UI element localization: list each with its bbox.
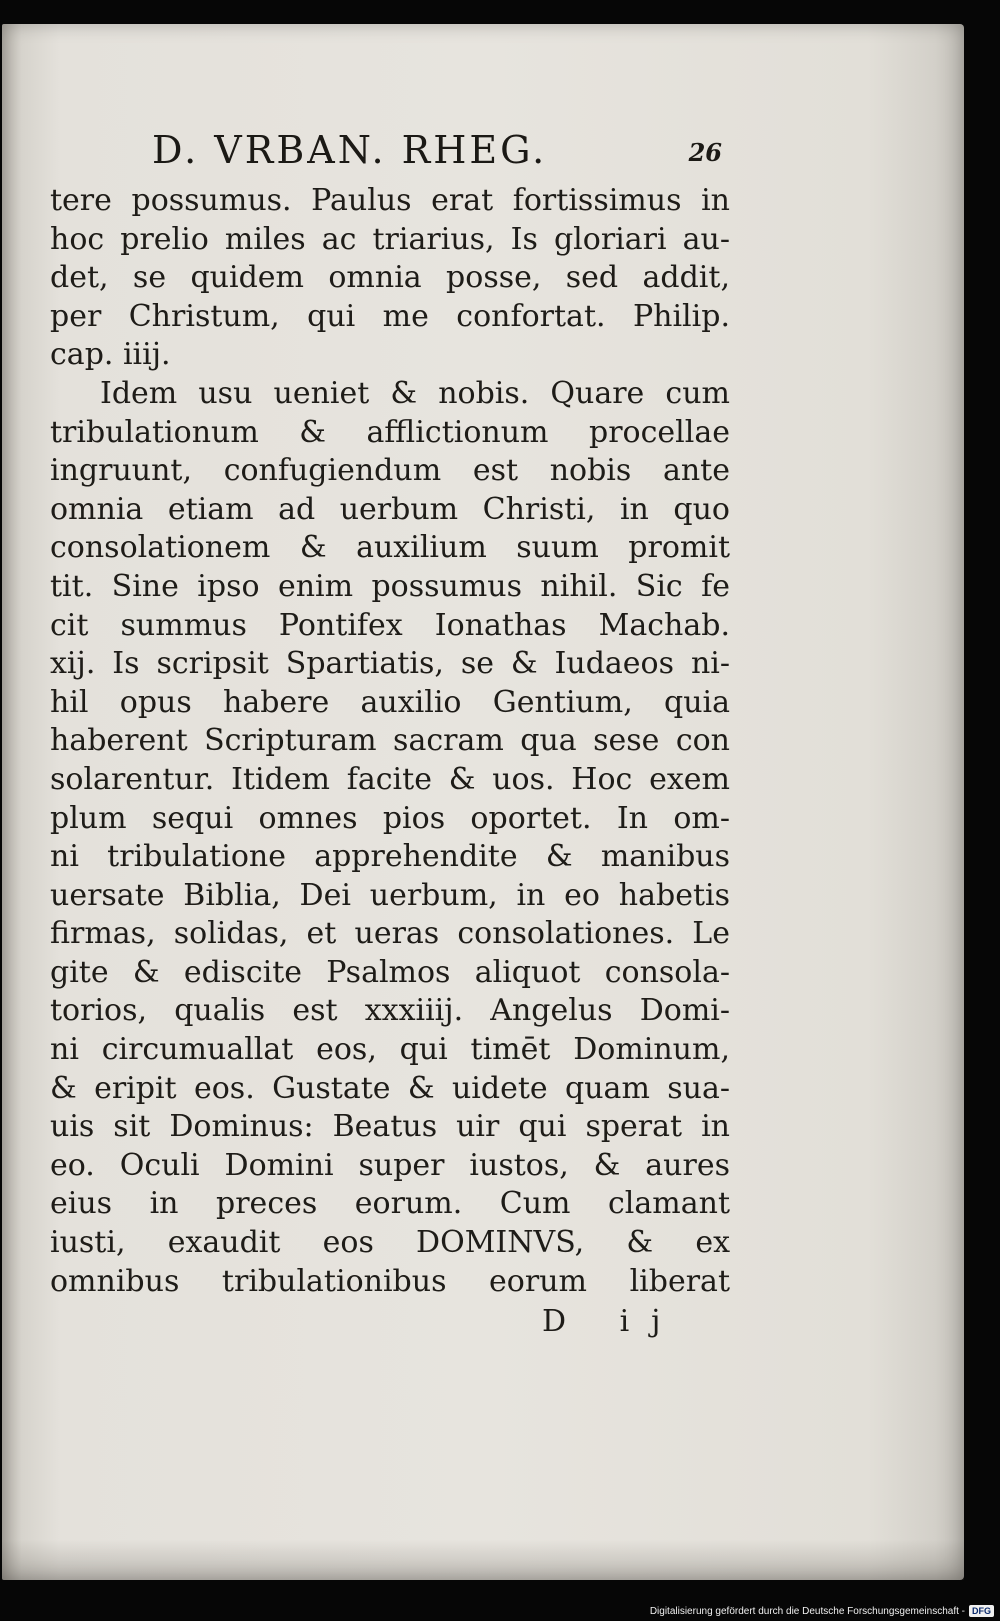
text-line: firmas, solidas, et ueras consolationes. Le xyxy=(50,916,730,952)
text-line: hil opus habere auxilio Gentium, quia xyxy=(50,684,730,720)
text-line: ni circumuallat eos, qui timēt Dominum, xyxy=(50,1032,730,1068)
book-page xyxy=(2,24,964,1580)
page-header xyxy=(152,128,722,172)
text-line: hoc prelio miles ac triarius, Is gloriari au- xyxy=(50,221,730,257)
digitization-footer xyxy=(650,1605,994,1617)
text-line: torios, qualis est xxxiiij. Angelus Domi- xyxy=(50,993,730,1029)
text-line: tribulationum & afflictionum procellae xyxy=(50,414,730,450)
text-line: iusti, exaudit eos DOMINVS, & ex xyxy=(50,1225,730,1261)
text-line: omnia etiam ad uerbum Christi, in quo xyxy=(50,491,730,527)
text-line: ni tribulatione apprehendite & manibus xyxy=(50,839,730,875)
page-number: 26 xyxy=(688,138,722,167)
text-line: Idem usu ueniet & nobis. Quare cum xyxy=(100,375,730,411)
footer-credit: Digitalisierung gefördert durch die Deutsche Forschungsgemeinschaft - xyxy=(649,1605,965,1617)
text-line: uersate Biblia, Dei uerbum, in eo habetis xyxy=(50,877,730,913)
signature-mark: D ij xyxy=(542,1304,683,1339)
text-line: det, se quidem omnia posse, sed addit, xyxy=(50,260,730,296)
text-line: consolationem & auxilium suum promit xyxy=(50,530,730,566)
text-line: solarentur. Itidem facite & uos. Hoc exem xyxy=(50,761,730,797)
text-line: uis sit Dominus: Beatus uir qui sperat in xyxy=(50,1109,730,1145)
body-text xyxy=(50,182,730,1301)
text-line: plum sequi omnes pios oportet. In om- xyxy=(50,800,730,836)
text-line: haberent Scripturam sacram qua sese con xyxy=(50,723,730,759)
text-line: gite & ediscite Psalmos aliquot consola- xyxy=(50,954,730,990)
text-line: tere possumus. Paulus erat fortissimus in xyxy=(50,183,730,218)
text-line: xij. Is scripsit Spartiatis, se & Iudaeos ni- xyxy=(50,646,730,682)
text-line: ingruunt, confugiendum est nobis ante xyxy=(50,453,730,489)
text-line: eius in preces eorum. Cum clamant xyxy=(50,1186,730,1222)
text-line: eo. Oculi Domini super iustos, & aures xyxy=(50,1147,730,1183)
running-head: D. VRBAN. RHEG. xyxy=(152,128,548,172)
dfg-logo: DFG xyxy=(969,1605,994,1617)
text-line: tit. Sine ipso enim possumus nihil. Sic fe xyxy=(50,568,730,604)
text-line: & eripit eos. Gustate & uidete quam sua- xyxy=(50,1070,730,1106)
text-line: cit summus Pontifex Ionathas Machab. xyxy=(50,607,730,643)
text-line: omnibus tribulationibus eorum liberat xyxy=(50,1263,730,1299)
text-line: cap. iiij. xyxy=(50,337,171,373)
text-line: per Christum, qui me confortat. Philip. xyxy=(50,298,730,334)
